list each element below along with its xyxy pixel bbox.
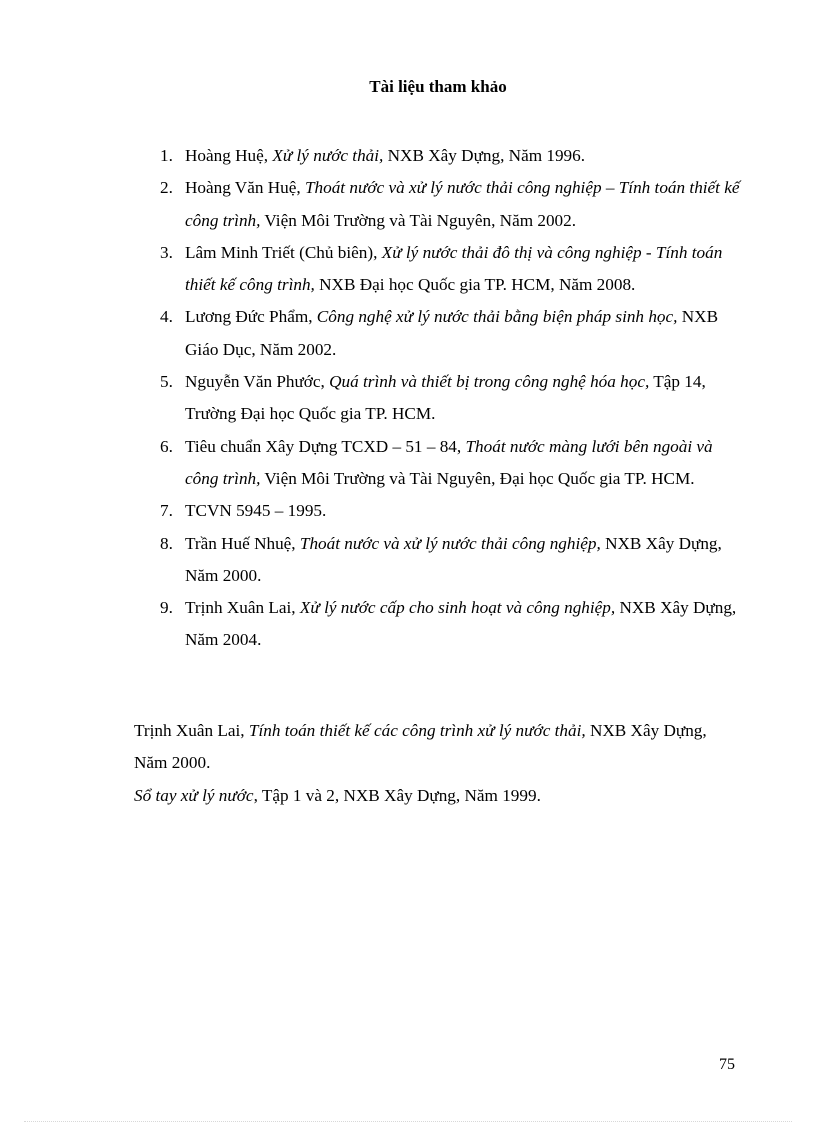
- page-number: 75: [719, 1056, 735, 1073]
- reference-publisher: Viện Môi Trường và Tài Nguyên, Đại học Quốc gia TP. HCM.: [260, 468, 695, 488]
- reference-author: Lâm Minh Triết (Chủ biên),: [185, 242, 382, 262]
- reference-title: Sổ tay xử lý nước: [134, 785, 254, 805]
- reference-author: Hoàng Huệ,: [185, 146, 273, 165]
- extra-reference-item: [134, 780, 734, 812]
- reference-number: 9.: [160, 598, 173, 618]
- page-title: Tài liệu tham khảo: [369, 77, 507, 96]
- page-bottom-divider: [24, 1121, 792, 1122]
- reference-item: [0, 172, 740, 237]
- reference-author: Lương Đức Phẩm,: [185, 307, 317, 327]
- reference-publisher: NXB Xây Dựng, Năm 1996.: [383, 146, 586, 165]
- reference-item: [0, 431, 740, 496]
- reference-title: Tính toán thiết kế các công trình xử lý nước thải,: [248, 721, 586, 740]
- reference-item: [0, 237, 740, 302]
- reference-title: Quá trình và thiết bị trong công nghệ hóa học,: [329, 372, 650, 392]
- reference-title: Thoát nước và xử lý nước thải công nghiệp – Tính toán thiết kế công trình,: [185, 178, 740, 230]
- reference-publisher: NXB Xây Dựng, Năm 2004.: [185, 598, 737, 650]
- reference-author: Trịnh Xuân Lai,: [134, 721, 249, 740]
- reference-publisher: Viện Môi Trường và Tài Nguyên, Năm 2002.: [260, 210, 577, 230]
- reference-publisher: NXB Xây Dựng, Năm 2000.: [134, 721, 707, 773]
- reference-title: Thoát nước và xử lý nước thải công nghiệp,: [299, 533, 601, 553]
- reference-number: 8.: [160, 533, 173, 553]
- reference-title: Xử lý nước cấp cho sinh hoạt và công nghiệp,: [299, 598, 616, 618]
- reference-item: [0, 592, 740, 657]
- reference-item: [0, 140, 740, 172]
- reference-number: 3.: [160, 242, 173, 262]
- reference-number: 2.: [160, 178, 173, 198]
- extra-references: [134, 715, 734, 812]
- reference-author: Trần Huế Nhuệ,: [185, 533, 300, 553]
- reference-title: Xử lý nước thải,: [272, 146, 384, 165]
- reference-author: Nguyễn Văn Phước,: [185, 372, 330, 392]
- reference-author: Tiêu chuẩn Xây Dựng TCXD – 51 – 84,: [185, 436, 466, 456]
- reference-number: 7.: [160, 501, 173, 521]
- reference-publisher: , Tập 1 và 2, NXB Xây Dựng, Năm 1999.: [253, 785, 541, 805]
- reference-item: [0, 366, 740, 431]
- reference-item: [0, 301, 740, 366]
- reference-number: 1.: [160, 146, 173, 165]
- reference-title: Thoát nước màng lưới bên ngoài và công trình,: [185, 436, 713, 488]
- reference-number: 5.: [160, 372, 173, 392]
- reference-list: [0, 140, 816, 657]
- reference-item: [0, 528, 740, 593]
- reference-number: 6.: [160, 436, 173, 456]
- reference-item: [0, 495, 740, 527]
- extra-reference-item: [134, 715, 734, 780]
- reference-publisher: NXB Xây Dựng, Năm 2000.: [185, 533, 722, 585]
- reference-title: Công nghệ xử lý nước thải bằng biện pháp sinh học,: [316, 307, 678, 327]
- reference-author: Hoàng Văn Huệ,: [185, 178, 305, 198]
- reference-publisher: NXB Đại học Quốc gia TP. HCM, Năm 2008.: [314, 275, 636, 295]
- reference-author: TCVN 5945 – 1995.: [185, 501, 327, 521]
- reference-publisher: NXB Giáo Dục, Năm 2002.: [185, 307, 719, 359]
- reference-title: Xử lý nước thải đô thị và công nghiệp - Tính toán thiết kế công trình,: [185, 242, 723, 295]
- reference-number: 4.: [160, 307, 173, 327]
- reference-author: Trịnh Xuân Lai,: [185, 598, 300, 618]
- reference-publisher: Tập 14, Trường Đại học Quốc gia TP. HCM.: [185, 372, 706, 424]
